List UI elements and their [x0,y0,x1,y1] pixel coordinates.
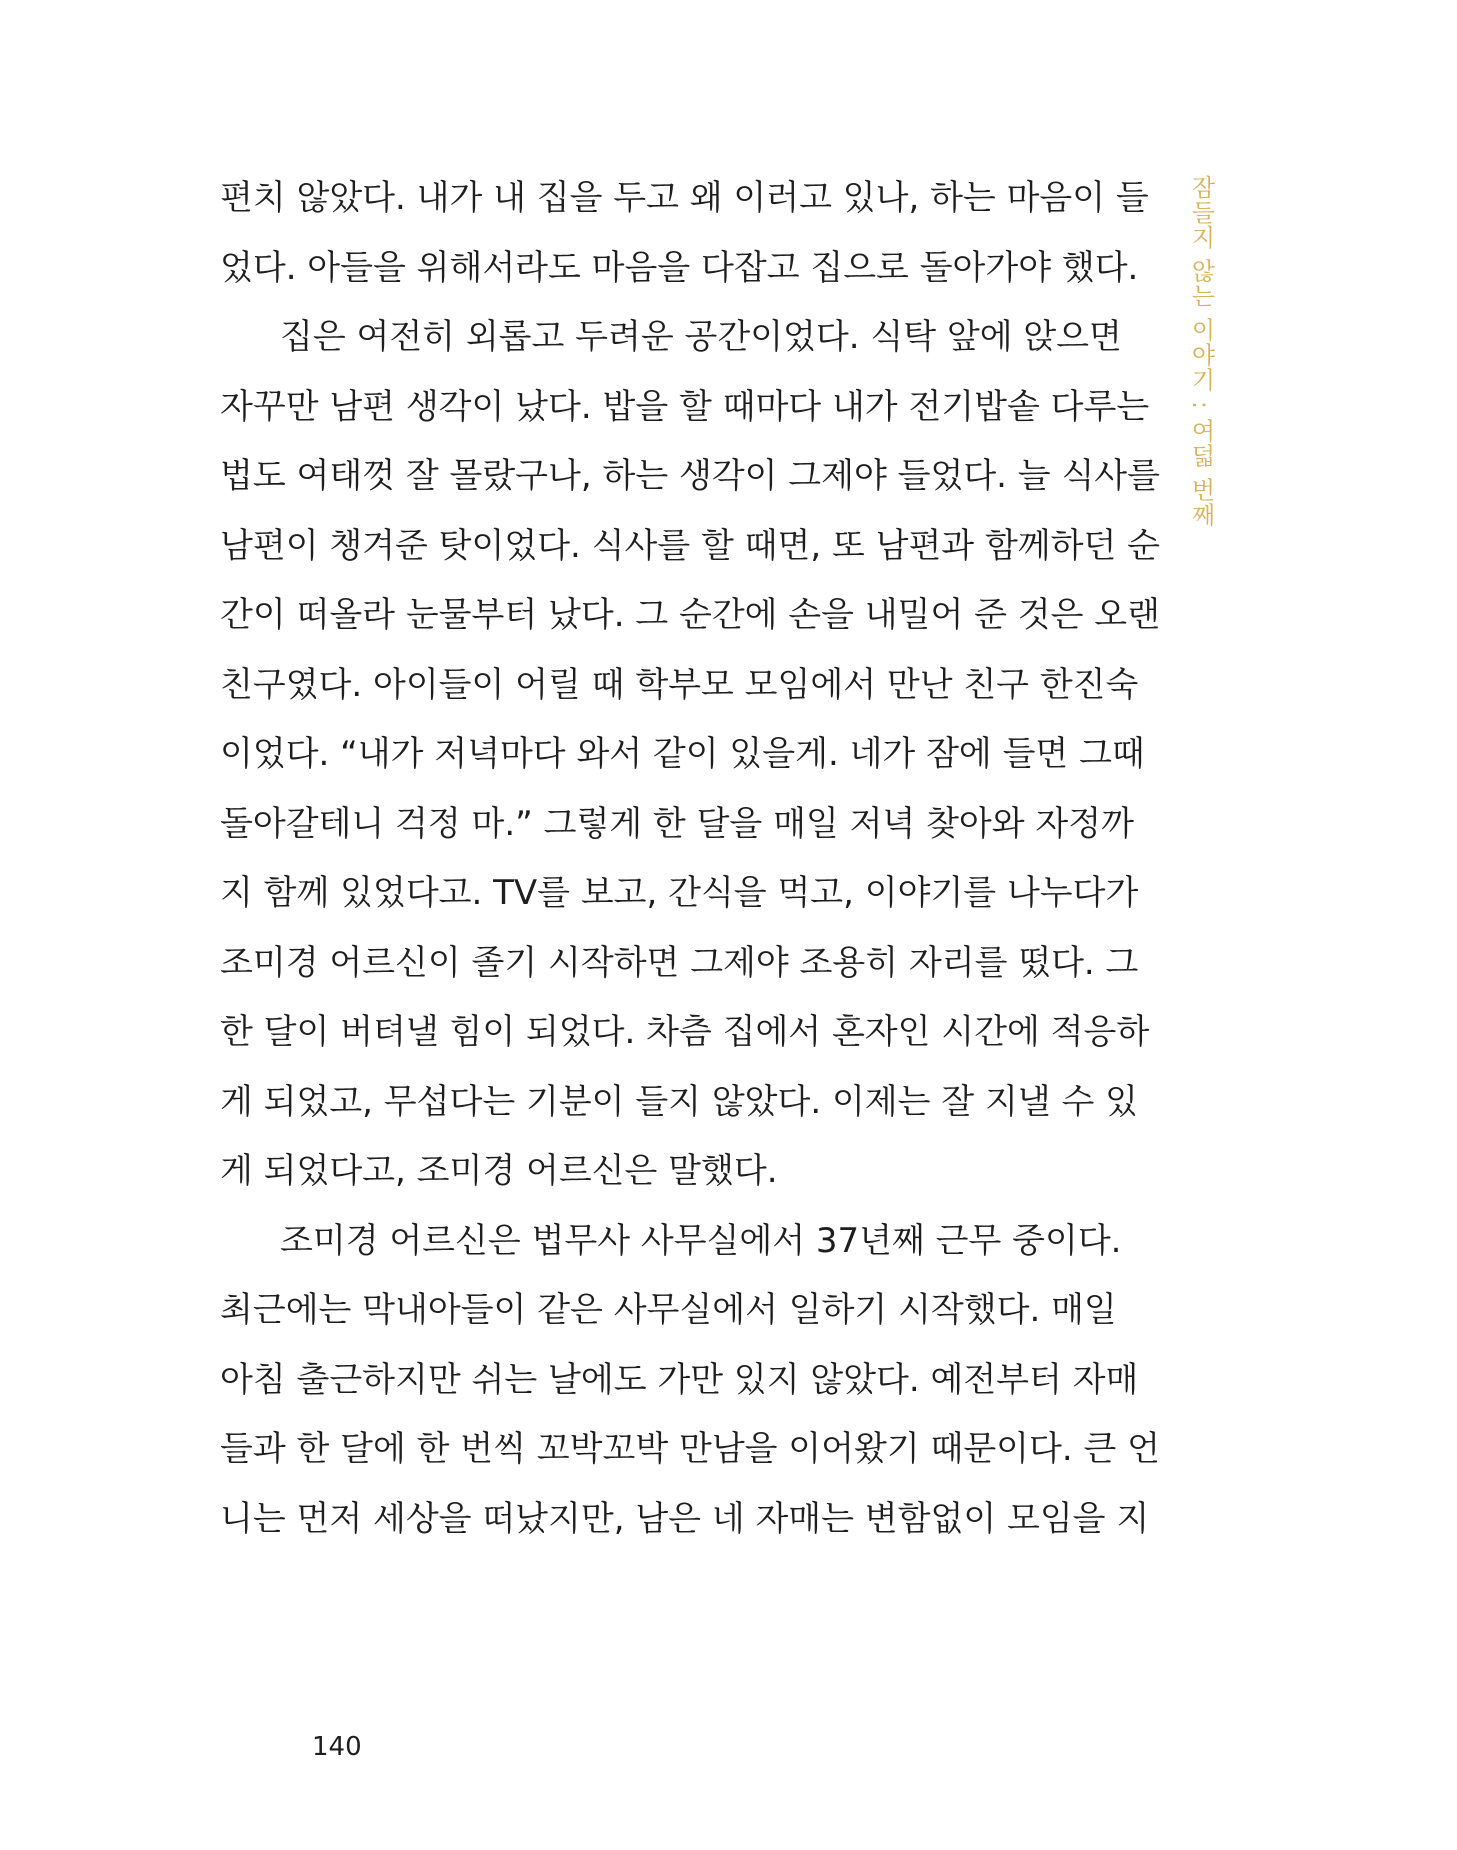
text-line: 게 되었다고, 조미경 어르신은 말했다. [220,1151,778,1191]
text-line: 최근에는 막내아들이 같은 사무실에서 일하기 시작했다. 매일 [220,1290,1117,1330]
text-line: 들과 한 달에 한 번씩 꼬박꼬박 만남을 이어왔기 때문이다. 큰 언 [220,1429,1160,1469]
text-line: 조미경 어르신이 졸기 시작하면 그제야 조용히 자리를 떴다. 그 [220,942,1139,983]
running-title: 잠들지 않는 이야기 : 여덟 번째 [1187,175,1215,528]
text-line: 었다. 아들을 위해서라도 마음을 다잡고 집으로 돌아가야 했다. [220,247,1139,288]
text-line: 법도 여태껏 잘 몰랐구나, 하는 생각이 그제야 들었다. 늘 식사를 [220,456,1160,496]
body-text [220,164,1160,1554]
text-line: 지 함께 있었다고. TV를 보고, 간식을 먹고, 이야기를 나누다가 [220,873,1139,913]
text-line: 자꾸만 남편 생각이 났다. 밥을 할 때마다 내가 전기밥솥 다루는 [220,386,1150,427]
text-line: 게 되었고, 무섭다는 기분이 들지 않았다. 이제는 잘 지낼 수 있 [220,1081,1138,1122]
text-line: 니는 먼저 세상을 떠났지만, 남은 네 자매는 변함없이 모임을 지 [220,1498,1150,1539]
page-number: 140 [312,1732,362,1762]
text-line: 간이 떠올라 눈물부터 났다. 그 순간에 손을 내밀어 준 것은 오랜 [220,595,1160,635]
text-line: 편치 않았다. 내가 내 집을 두고 왜 이러고 있나, 하는 마음이 들 [220,178,1149,218]
text-line: 한 달이 버텨낼 힘이 되었다. 차츰 집에서 혼자인 시간에 적응하 [220,1012,1150,1052]
text-line: 집은 여전히 외롭고 두려운 공간이었다. 식탁 앞에 앉으면 [280,317,1122,357]
text-line: 이었다. “내가 저녁마다 와서 같이 있을게. 네가 잠에 들면 그때 [220,734,1145,774]
text-line: 친구였다. 아이들이 어릴 때 학부모 모임에서 만난 친구 한진숙 [220,664,1139,705]
text-line: 남편이 챙겨준 탓이었다. 식사를 할 때면, 또 남편과 함께하던 순 [220,525,1160,566]
text-line: 돌아갈테니 걱정 마.” 그렇게 한 달을 매일 저녁 찾아와 자정까 [220,803,1134,844]
text-line: 아침 출근하지만 쉬는 날에도 가만 있지 않았다. 예전부터 자매 [220,1359,1139,1400]
text-line: 조미경 어르신은 법무사 사무실에서 37년째 근무 중이다. [280,1220,1122,1261]
